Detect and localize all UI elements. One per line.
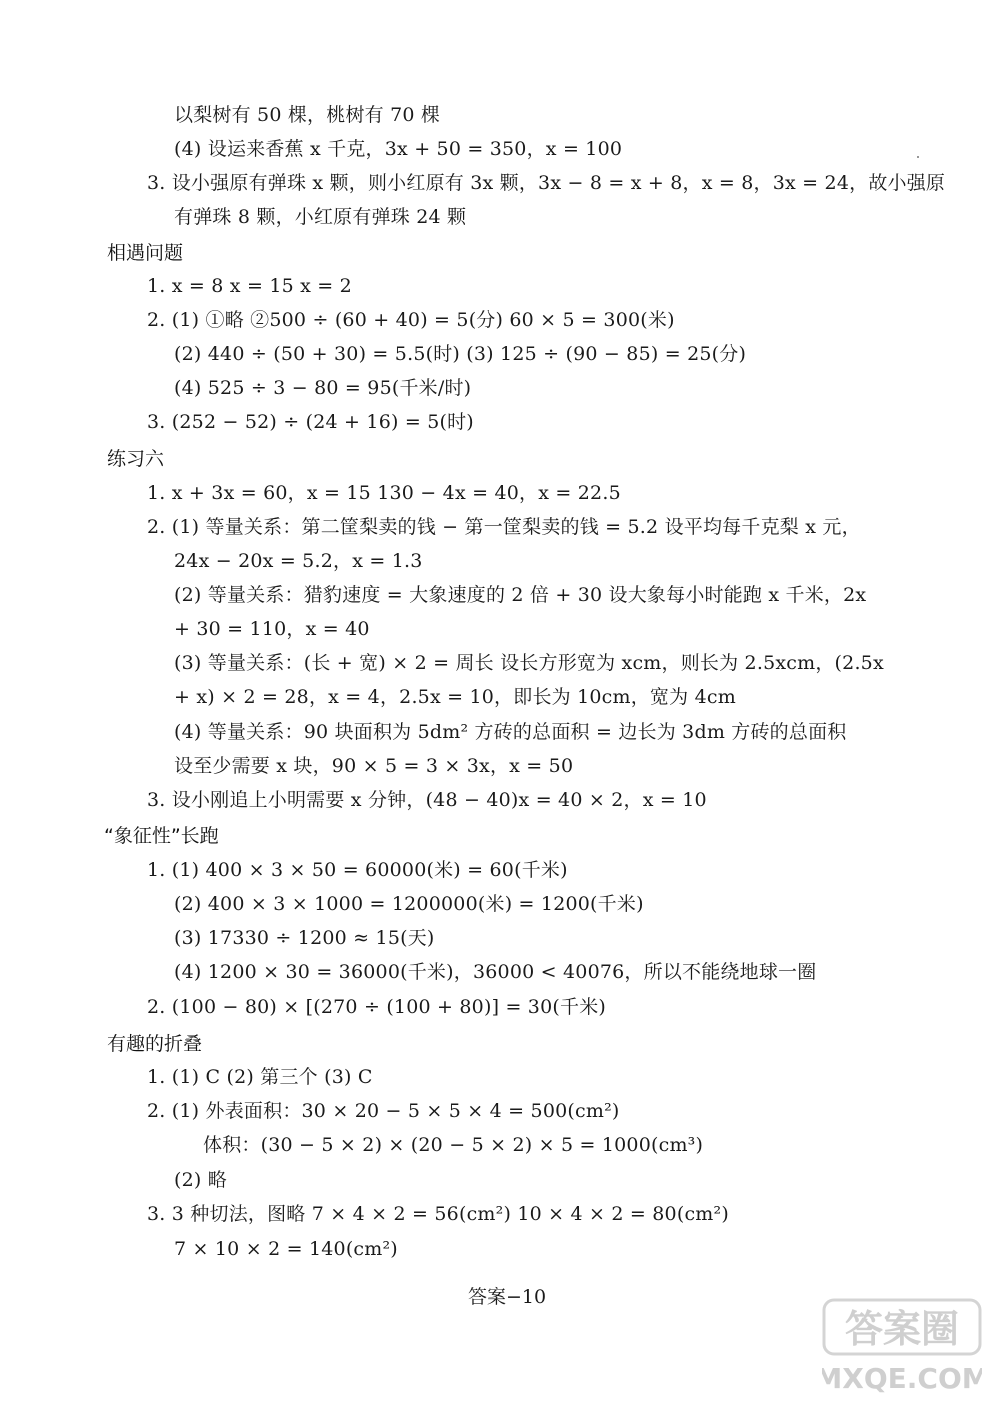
answer-line: 3. (252 − 52) ÷ (24 + 16) = 5(时) [147,411,474,433]
answer-line: 体积：(30 − 5 × 2) × (20 − 5 × 2) × 5 = 1000(cm³) [203,1134,704,1156]
answer-line: (4) 等量关系：90 块面积为 5dm² 方砖的总面积 = 边长为 3dm 方砖的总面积 [174,721,847,743]
answer-line: 2. (1) 外表面积：30 × 20 − 5 × 5 × 4 = 500(cm²) [147,1100,620,1122]
answer-line: 2. (100 − 80) × [(270 ÷ (100 + 80)] = 30(千米) [147,996,607,1018]
answer-line: (2) 440 ÷ (50 + 30) = 5.5(时) (3) 125 ÷ (90 − 85) = 25(分) [174,343,747,365]
answer-line: (3) 17330 ÷ 1200 ≈ 15(天) [174,927,435,949]
answer-line: 2. (1) 等量关系：第二筐梨卖的钱 − 第一筐梨卖的钱 = 5.2 设平均每千克梨 x 元， [147,516,861,538]
section-heading: 相遇问题 [107,242,184,264]
answer-line: (2) 等量关系：猎豹速度 = 大象速度的 2 倍 + 30 设大象每小时能跑 x 千米，2x [174,584,867,606]
answer-line: (4) 设运来香蕉 x 千克，3x + 50 = 350，x = 100 [174,138,623,160]
watermark-badge-icon [822,1296,982,1396]
section-heading: “象征性”长跑 [104,825,219,847]
answer-line: 有弹珠 8 颗，小红原有弹珠 24 颗 [174,206,467,228]
section-heading: 练习六 [107,448,165,470]
answer-line: 1. x = 8 x = 15 x = 2 [147,275,352,297]
scan-speck [917,156,919,158]
answer-line: 以梨树有 50 棵，桃树有 70 棵 [174,104,441,126]
answer-line: + x) × 2 = 28，x = 4，2.5x = 10，即长为 10cm，宽为 4cm [174,686,736,708]
page-number: 答案−10 [468,1286,547,1308]
answer-line: (4) 1200 × 30 = 36000(千米)，36000 < 40076，所以不能绕地球一圈 [174,961,817,983]
answer-line: 1. (1) C (2) 第三个 (3) C [147,1066,373,1088]
answer-line: 3. 设小刚追上小明需要 x 分钟，(48 − 40)x = 40 × 2，x = 10 [147,789,707,811]
svg-text:答案圈: 答案圈 [844,1307,960,1351]
answer-line: (4) 525 ÷ 3 − 80 = 95(千米/时) [174,377,472,399]
answer-line: 2. (1) ①略 ②500 ÷ (60 + 40) = 5(分) 60 × 5 = 300(米) [147,309,675,331]
answer-line: + 30 = 110，x = 40 [174,618,370,640]
section-heading: 有趣的折叠 [107,1033,203,1055]
answer-line: 3. 3 种切法，图略 7 × 4 × 2 = 56(cm²) 10 × 4 × 2 = 80(cm²) [147,1203,729,1225]
answer-line: 3. 设小强原有弹珠 x 颗，则小红原有 3x 颗，3x − 8 = x + 8，x = 8，3x = 24，故小强原 [147,172,946,194]
answer-line: 设至少需要 x 块，90 × 5 = 3 × 3x，x = 50 [174,755,574,777]
answer-line: (2) 400 × 3 × 1000 = 1200000(米) = 1200(千米) [174,893,644,915]
answer-line: 7 × 10 × 2 = 140(cm²) [174,1238,398,1260]
answer-line: (3) 等量关系：(长 + 宽) × 2 = 周长 设长方形宽为 xcm，则长为 2.5xcm，(2.5x [174,652,884,674]
answer-line: (2) 略 [174,1169,227,1191]
answer-line: 24x − 20x = 5.2，x = 1.3 [174,550,423,572]
answer-line: 1. (1) 400 × 3 × 50 = 60000(米) = 60(千米) [147,859,568,881]
svg-text:MXQE.COM: MXQE.COM [822,1362,982,1395]
answer-line: 1. x + 3x = 60，x = 15 130 − 4x = 40，x = 22.5 [147,482,621,504]
watermark-logo [822,1296,982,1396]
